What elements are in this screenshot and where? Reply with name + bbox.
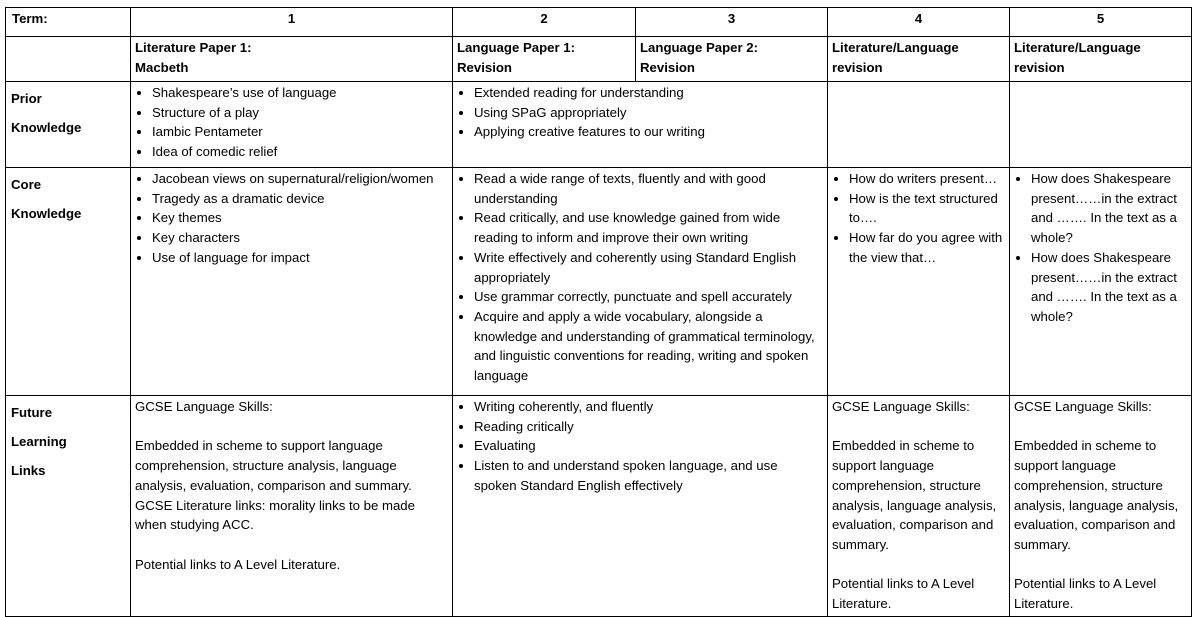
core-term-5-cell [1010, 168, 1192, 396]
list-item: How is the text structured to…. [832, 189, 1005, 228]
term-4-unit [828, 37, 1010, 82]
list-item: Acquire and apply a wide vocabulary, alongside a knowledge and understanding of grammatical terminology, and linguistic conventions for reading, writing and spoken language [457, 307, 823, 386]
term-label: Term: [6, 8, 131, 37]
prior-knowledge-row [6, 82, 1192, 168]
skills-body: Embedded in scheme to support language comprehension, structure analysis, language analysis, evaluation, comparison and summary. [832, 438, 997, 552]
future-term-1-cell [131, 396, 453, 617]
list-item: Listen to and understand spoken language, and use spoken Standard English effectively [457, 456, 823, 495]
list-item: Read critically, and use knowledge gained from wide reading to inform and improve their own writing [457, 208, 823, 247]
skills-heading: GCSE Language Skills: [1014, 399, 1152, 414]
prior-knowledge-label [6, 82, 131, 168]
term-4-unit-line: revision [832, 59, 883, 75]
term-3-unit-line: Language Paper 2: [640, 40, 758, 55]
list-item: Shakespeare’s use of language [135, 83, 448, 103]
list-item: Evaluating [457, 436, 823, 456]
future-learning-row [6, 396, 1192, 617]
list-item: Writing coherently, and fluently [457, 397, 823, 417]
list-item: Write effectively and coherently using Standard English appropriately [457, 248, 823, 287]
list-item: Structure of a play [135, 103, 448, 123]
unit-subheader-row [6, 37, 1192, 82]
term-header-row [6, 8, 1192, 37]
term-2-heading: 2 [453, 8, 636, 37]
term-5-heading: 5 [1010, 8, 1192, 37]
term-4-heading: 4 [828, 8, 1010, 37]
prior-term-1-cell [131, 82, 453, 168]
core-knowledge-row [6, 168, 1192, 396]
list-item: How does Shakespeare present……in the extract and ……. In the text as a whole? [1014, 248, 1187, 327]
list-item: Key themes [135, 208, 448, 228]
term-3-heading: 3 [636, 8, 828, 37]
term-2-unit [453, 37, 636, 82]
list-item: How does Shakespeare present……in the extract and ……. In the text as a whole? [1014, 169, 1187, 248]
blank-corner-cell [6, 37, 131, 82]
term-3-unit [636, 37, 828, 82]
row-label-line: Learning [11, 434, 67, 449]
skills-heading: GCSE Language Skills: [135, 399, 273, 414]
term-5-unit-line: Literature/Language [1014, 40, 1141, 55]
list-item: Extended reading for understanding [457, 83, 823, 103]
skills-body: Embedded in scheme to support language comprehension, structure analysis, language analysis, evaluation, comparison and summary. [1014, 438, 1179, 552]
core-term-4-cell [828, 168, 1010, 396]
future-term-4-cell [828, 396, 1010, 617]
future-learning-label [6, 396, 131, 617]
list-item: How do writers present… [832, 169, 1005, 189]
row-label-line: Core [11, 177, 42, 192]
term-5-unit-line: revision [1014, 59, 1065, 75]
core-term-2-3-cell [453, 168, 828, 396]
term-2-unit-line: Revision [457, 59, 512, 75]
term-4-unit-line: Literature/Language [832, 40, 959, 55]
list-item: Read a wide range of texts, fluently and with good understanding [457, 169, 823, 208]
term-1-unit-line: Literature Paper 1: [135, 40, 252, 55]
list-item: Use grammar correctly, punctuate and spell accurately [457, 287, 823, 307]
list-item: Jacobean views on supernatural/religion/women [135, 169, 448, 189]
row-label-line: Future [11, 405, 53, 420]
potential-links: Potential links to A Level Literature. [1014, 576, 1157, 611]
list-item: Iambic Pentameter [135, 122, 448, 142]
prior-term-2-3-cell [453, 82, 828, 168]
future-term-2-3-cell [453, 396, 828, 617]
row-label-line: Links [11, 463, 46, 478]
term-5-unit [1010, 37, 1192, 82]
term-1-unit-line: Macbeth [135, 59, 189, 75]
list-item: Tragedy as a dramatic device [135, 189, 448, 209]
term-1-unit [131, 37, 453, 82]
row-label-line: Prior [11, 91, 42, 106]
row-label-line: Knowledge [11, 120, 82, 135]
literature-links: GCSE Literature links: morality links to be made when studying ACC. [135, 497, 415, 533]
skills-heading: GCSE Language Skills: [832, 399, 970, 414]
list-item: How far do you agree with the view that… [832, 228, 1005, 267]
potential-links: Potential links to A Level Literature. [135, 556, 341, 572]
row-label-line: Knowledge [11, 206, 82, 221]
list-item: Idea of comedic relief [135, 142, 448, 162]
term-2-unit-line: Language Paper 1: [457, 40, 575, 55]
skills-body: Embedded in scheme to support language comprehension, structure analysis, language analysis, evaluation, comparison and summary. [135, 438, 412, 493]
prior-term-4-cell [828, 82, 1010, 168]
list-item: Reading critically [457, 417, 823, 437]
list-item: Using SPaG appropriately [457, 103, 823, 123]
future-term-5-cell [1010, 396, 1192, 617]
term-3-unit-line: Revision [640, 59, 695, 75]
curriculum-table [5, 7, 1192, 617]
list-item: Applying creative features to our writing [457, 122, 823, 142]
core-knowledge-label [6, 168, 131, 396]
list-item: Key characters [135, 228, 448, 248]
potential-links: Potential links to A Level Literature. [832, 576, 975, 611]
prior-term-5-cell [1010, 82, 1192, 168]
core-term-1-cell [131, 168, 453, 396]
list-item: Use of language for impact [135, 248, 448, 268]
term-1-heading: 1 [131, 8, 453, 37]
